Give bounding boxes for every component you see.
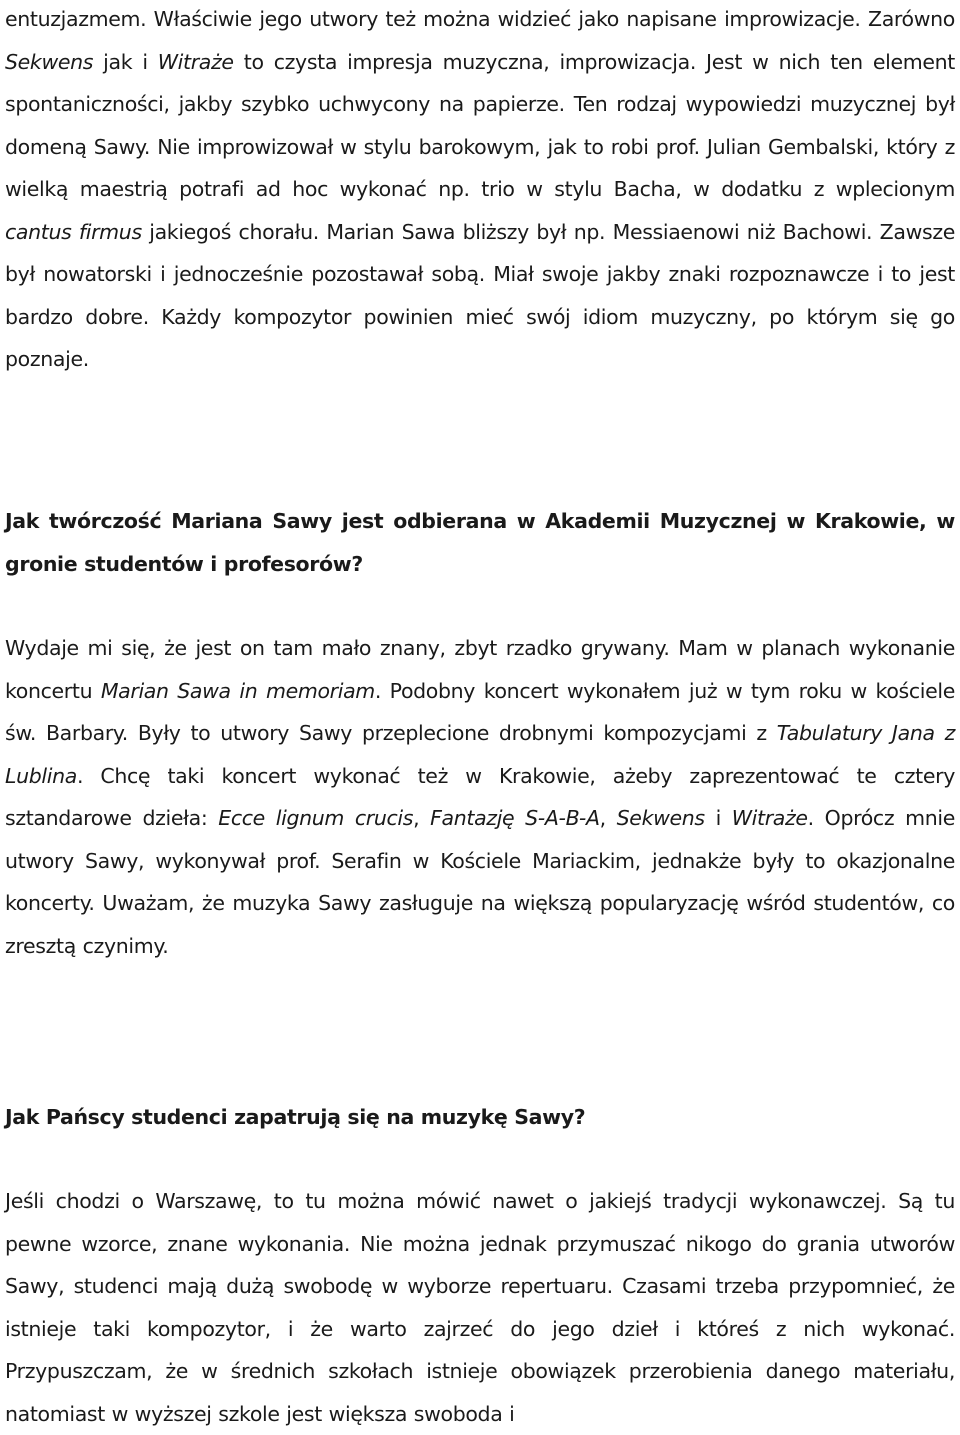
italic-title: Tabulatury Jana z Lublina	[5, 721, 955, 788]
italic-title: Marian Sawa in memoriam	[100, 678, 375, 703]
italic-title: Sekwens	[5, 49, 94, 74]
italic-title: Sekwens	[616, 806, 705, 830]
italic-title: Witraże	[157, 49, 234, 74]
italic-title: Ecce lignum crucis	[218, 806, 414, 830]
paragraph-answer-3: Jeśli chodzi o Warszawę, to tu można mówić nawet o jakiejś tradycji wykonawczej. Są tu pewne wzorce, znane wykonania. Nie można jednak przymuszać nikogo do grania utworów Sawy, studenci mają dużą swobodę w wyborze repertuaru. Czasami trzeba przypomnieć, że istnieje taki kompozytor, i że warto zajrzeć do jego dzieł i któreś z nich wykonać. Przypuszczam, że w średnich szkołach istnieje obowiązek przerobienia danego materiału, natomiast w wyższej szkole jest większa swoboda i	[5, 1189, 955, 1426]
question-heading-2: Jak Pańscy studenci zapatrują się na muzykę Sawy?	[5, 1105, 586, 1129]
italic-title: cantus firmus	[5, 219, 142, 244]
paragraph-answer-2: Wydaje mi się, że jest on tam mało znany, zbyt rzadko grywany. Mam w planach wykonanie koncertu Marian Sawa in memoriam. Podobny koncert wykonałem już w tym roku w kościele św. Barbary. Były to utwory Sawy przeplecione drobnymi kompozycjami z Tabulatury Jana z Lublina. Chcę taki koncert wykonać też w Krakowie, ażeby zaprezentować te cztery sztandarowe dzieła: Ecce lignum crucis, Fantazję S-A-B-A, Sekwens i Witraże. Oprócz mnie utwory Sawy, wykonywał prof. Serafin w Kościele Mariackim, jednakże były to okazjonalne koncerty. Uważam, że muzyka Sawy zasługuje na większą popularyzację wśród studentów, co zresztą czynimy.	[5, 636, 955, 958]
italic-title: Fantazję S-A-B-A	[430, 806, 600, 830]
paragraph-answer-1: entuzjazmem. Właściwie jego utwory też można widzieć jako napisane improwizacje. Zarówno Sekwens jak i Witraże to czysta impresja muzyczna, improwizacja. Jest w nich ten element spontaniczności, jakby szybko uchwycony na papierze. Ten rodzaj wypowiedzi muzycznej był domeną Sawy. Nie improwizował w stylu barokowym, jak to robi prof. Julian Gembalski, który z wielką maestrią potrafi ad hoc wykonać np. trio w stylu Bacha, w dodatku z wplecionym cantus firmus jakiegoś chorału. Marian Sawa bliższy był np. Messiaenowi niż Bachowi. Zawsze był nowatorski i jednocześnie pozostawał sobą. Miał swoje jakby znaki rozpoznawcze i to jest bardzo dobre. Każdy kompozytor powinien mieć swój idiom muzyczny, po którym się go poznaje.	[5, 7, 955, 371]
question-heading-1: Jak twórczość Mariana Sawy jest odbierana w Akademii Muzycznej w Krakowie, w gronie studentów i profesorów?	[5, 509, 955, 576]
italic-title: Witraże	[731, 806, 808, 830]
